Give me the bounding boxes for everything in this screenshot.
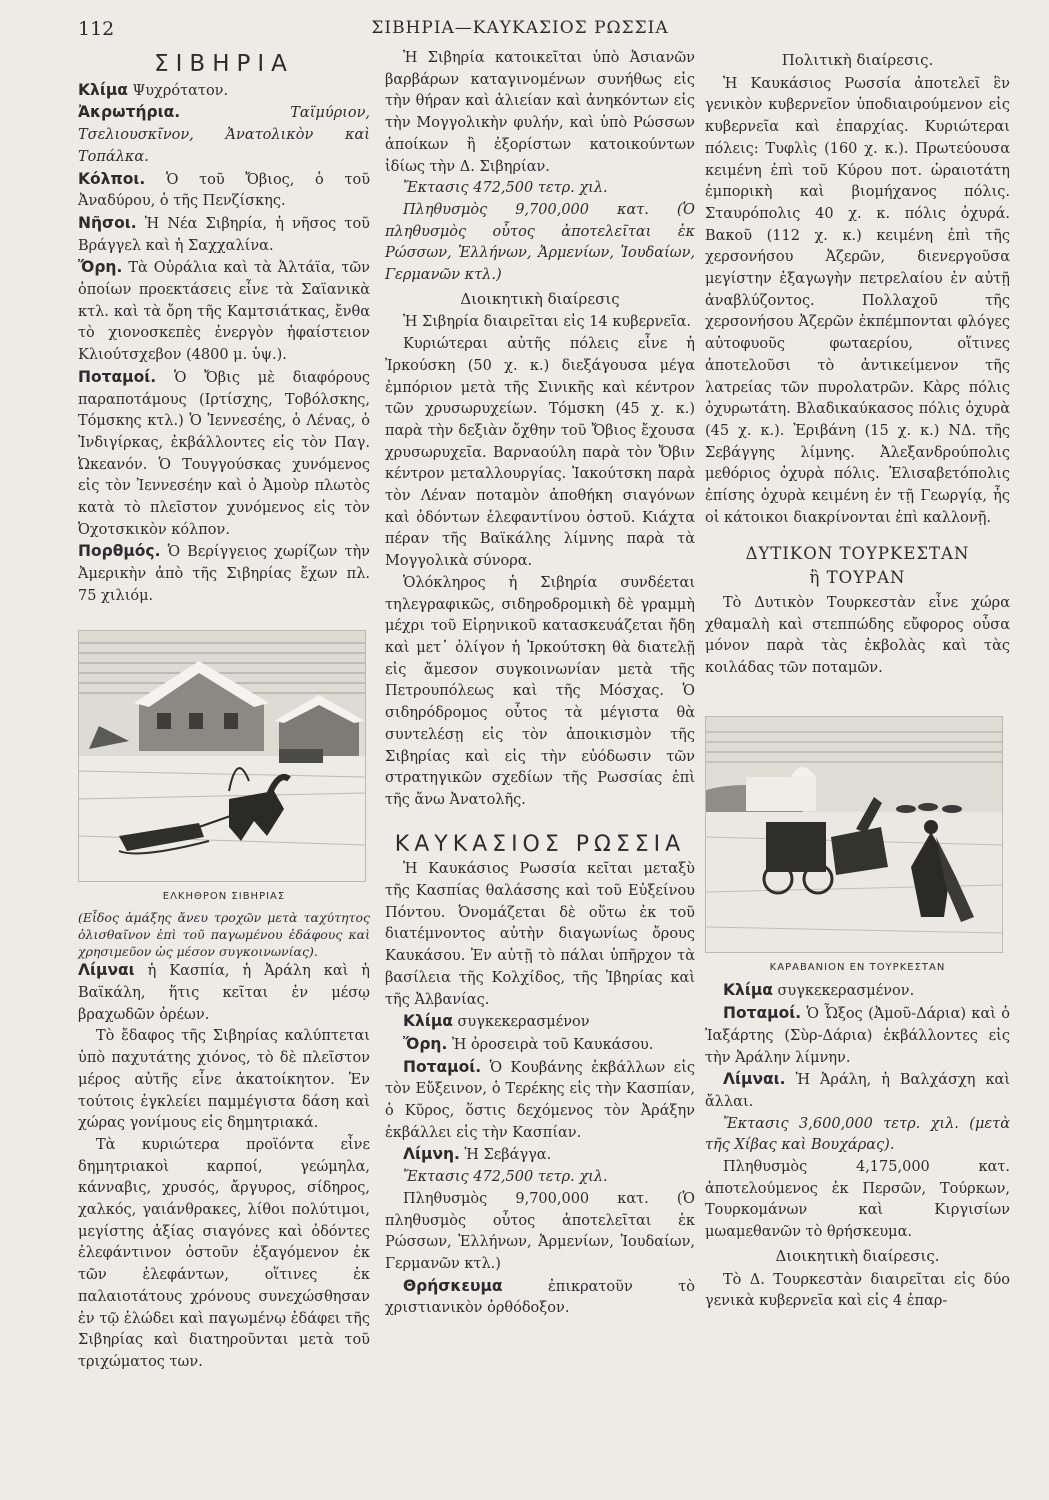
caucasus-limni-label: Λίμνη. bbox=[403, 1145, 460, 1164]
siberia-title: ΣΙΒΗΡΙΑ bbox=[154, 51, 294, 77]
turkestan-limnai-text: Ἡ Ἀράλη, ἡ Βαλχάσχη καὶ ἄλλαι. bbox=[705, 1072, 1011, 1110]
caucasus-ori bbox=[385, 1034, 695, 1057]
caucasus-religion bbox=[385, 1276, 695, 1320]
paragraph-soil: Τὸ ἔδαφος τῆς Σιβηρίας καλύπτεται ὑπὸ παχυτάτης χιόνος, τὸ δὲ πλεῖστον μέρος αὐτῆς εἶνε ἀκατοίκητον. Ἐν τούτοις ἐγκλείει παμμέγιστα δάση καὶ χώρας γονίμους εἰς δημητριακά. bbox=[78, 1028, 370, 1132]
turkestan-intro: Τὸ Δυτικὸν Τουρκεστὰν εἶνε χώρα χθαμαλὴ καὶ στεππώδης εὔφορος οὖσα μόνον παρὰ τὰς ἐκβολὰς καὶ τὰς κοιλάδας τῶν ποταμῶν. bbox=[705, 594, 1010, 676]
paragraph-caucasus: Ἡ Καυκάσιος Ρωσσία κεῖται μεταξὺ τῆς Κασπίας θαλάσσης καὶ τοῦ Εὐξείνου Πόντου. Ὀνομάζεται δὲ οὕτω ἐκ τοῦ διατέμνοντος αὐτὴν διαγωνίως ὄρους Καυκάσου. Ἐν αὐτῇ τὸ πάλαι ὑπῆρχον τὰ βασίλεια τῆς Κολχίδος, τῆς Ἰβηρίας καὶ τῆς Ἀλβανίας. bbox=[385, 861, 695, 1008]
turkestan-potamoi-label: Ποταμοί. bbox=[723, 1004, 802, 1023]
kolpoi-text: Ὁ τοῦ Ὄβιος, ὁ τοῦ Ἀναδύρου, ὁ τῆς Πενζίσκης. bbox=[78, 171, 371, 210]
caucasus-title: ΚΑΥΚΑΣΙΟΣ ΡΩΣΣΙΑ bbox=[394, 831, 686, 857]
paragraph-railway: Ὁλόκληρος ἡ Σιβηρία συνδέεται τηλεγραφικῶς, σιδηροδρομικὴ δὲ γραμμὴ μέχρι τοῦ Εἰρηνικοῦ κατασκευάζεται ἤδη καὶ μετ᾽ ὀλίγον ἡ Ἰρκούτσκη θὰ διατελῇ εἰς ἄμεσον συγκοινωνίαν μετὰ τῆς Πετρουπόλεως καὶ τῆς Μόσχας. Ὁ σιδηρόδρομος οὗτος τὰ μέγιστα θὰ συντελέσῃ εἰς τὸν ἀποικισμὸν τῆς Σιβηρίας καὶ εἰς τὴν εὐόδωσιν τῶν στρατηγικῶν σχεδίων τῆς Ρωσσίας ἐπὶ τῆς ἄνω Ἀνατολῆς. bbox=[385, 574, 695, 808]
turkestan-klima-text: συγκεκερασμένον. bbox=[777, 983, 915, 1000]
running-title: ΣΙΒΗΡΙΑ—ΚΑΥΚΑΣΙΟΣ ΡΩΣΣΙΑ bbox=[371, 18, 669, 38]
sleigh-engraving bbox=[78, 630, 366, 882]
turkestan-limnai-label: Λίμναι. bbox=[723, 1070, 786, 1089]
caucasus-religion-label: Θρήσκευμα bbox=[403, 1276, 503, 1295]
page-number: 112 bbox=[78, 18, 115, 40]
klima-text: Ψυχρότατον. bbox=[132, 82, 229, 99]
kolpoi-label: Κόλποι. bbox=[78, 169, 146, 188]
caucasus-potamoi-text: Ὁ Κουβάνης ἐκβάλλων εἰς τὸν Εὔξεινον, ὁ Τερέκης εἰς τὴν Κασπίαν, ὁ Κῦρος, ὅστις δεχόμενος τὸν Ἀράξην ἐκβάλλει εἰς τὴν Κασπίαν. bbox=[385, 1059, 695, 1141]
sleigh-caption: ΕΛΚΗΘΡΟΝ ΣΙΒΗΡΙΑΣ bbox=[162, 890, 286, 902]
ori-text: Τὰ Οὐράλια καὶ τὰ Ἀλτάϊα, τῶν ὁποίων προεκτάσεις εἶνε τὰ Σαϊανικὰ κτλ. καὶ τὰ ὄρη τῆς Καμτσιάτκας, ἔνθα τὸ χιονοσκεπὲς ἐνεργὸν ἡφαίστειον Κλιούτσχεβον (4800 μ. ὑψ.). bbox=[78, 260, 371, 364]
limnai-text: ἡ Κασπία, ἡ Ἀράλη καὶ ἡ Βαϊκάλη, ἥτις κεῖται ἐν μέσῳ βραχωδῶν ὀρέων. bbox=[78, 963, 370, 1023]
turkestan-klima bbox=[705, 980, 1010, 1003]
akrotiria-label: Ἀκρωτήρια. bbox=[78, 103, 181, 122]
caucasus-ori-label: Ὄρη. bbox=[403, 1034, 448, 1053]
paragraph-inhabitants: Ἡ Σιβηρία κατοικεῖται ὑπὸ Ἀσιανῶν βαρβάρων καταγινομένων συνήθως εἰς τὴν θήραν καὶ ἁλιείαν καὶ ἀνηκόντων εἰς τὴν Μογγολικὴν φυλήν, καὶ ὑπὸ Ρώσσων ἀποίκων ἢ ἐξορίστων κατοικούντων ἰδίως τὴν Δ. Σιβηρίαν. bbox=[385, 50, 695, 175]
turkestan-title-line1: ΔΥΤΙΚΟΝ ΤΟΥΡΚΕΣΤΑΝ bbox=[745, 544, 970, 564]
ori-label: Ὄρη. bbox=[78, 258, 123, 277]
turkestan-area: Ἔκτασις 3,600,000 τετρ. χιλ. (μετὰ τῆς Χίβας καὶ Βουχάρας). bbox=[705, 1115, 1010, 1154]
entry-akrotiria bbox=[78, 102, 370, 168]
caucasus-klima-label: Κλίμα bbox=[403, 1012, 453, 1031]
entry-nisoi bbox=[78, 213, 370, 257]
caucasus-area: Ἔκτασις 472,500 τετρ. χιλ. bbox=[403, 1169, 608, 1186]
akrotiria-text: Ταϊμύριον, Τσελιουσκῖνον, Ἀνατολικὸν καὶ Τοπάλκα. bbox=[78, 105, 370, 165]
caravan-engraving bbox=[705, 716, 1003, 953]
caucasus-potamoi bbox=[385, 1057, 695, 1145]
sleigh-note: (Εἶδος ἁμάξης ἄνευ τροχῶν μετὰ ταχύτητος ὀλισθαῖνον ἐπὶ τοῦ παγωμένου ἐδάφους καὶ χρησιμεῦον ὡς μέσον συγκοινωνίας). bbox=[78, 910, 370, 960]
caucasus-ori-text: Ἡ ὀροσειρὰ τοῦ Καυκάσου. bbox=[451, 1036, 654, 1053]
column-1 bbox=[78, 48, 370, 1374]
entry-ori bbox=[78, 257, 370, 367]
caucasus-klima bbox=[385, 1011, 695, 1034]
turkestan-limnai bbox=[705, 1069, 1010, 1113]
political-division-text: Ἡ Καυκάσιος Ρωσσία ἀποτελεῖ ἓν γενικὸν κυβερνεῖον ὑποδιαιρούμενον εἰς κυβερνεῖα καὶ ἐπαρχίας. Κυριώτεραι πόλεις: Τυφλὶς (160 χ. κ.). Πρωτεύουσα κειμένη ἐπὶ τοῦ Κύρου ποτ. ὡραιοτάτη ἐμπορικὴ καὶ βιομήχανος πόλις. Σταυρόπολις 40 χ. κ. πόλις ὀχυρά. Βακοῦ (112 χ. κ.) κειμένη ἐπὶ τῆς χερσονήσου Ἀζερῶν, διενεργοῦσα μεγίστην ἐξαγωγὴν πετρελαίου ἐν αὐτῇ ἀναβλύζοντος. Πολλαχοῦ τῆς χερσονήσου Ἀζερῶν ἐκπέμπονται φλόγες αὐτοφυοῦς φωταερίου, οἵτινες ἀποτελοῦσι τὸ ἀντικείμενον τῆς λατρείας τῶν πυρολατρῶν. Κὰρς πόλις ὀχυρωτάτη. Βλαδικαύκασος πόλις ὀχυρὰ (45 χ. κ.). Ἐριβάνη (15 χ. κ.) ΝΔ. τῆς Σεβάγγης λίμνης. Ἀλεξανδρούπολις μεθόριος ὀχυρὰ πόλις. Ἐλισαβετόπολις ἐπίσης ὀχυρὰ κειμένη ἐν τῇ Γεωργίᾳ, ἧς οἱ κάτοικοι διακρίνονται ἐπὶ καλλονῇ. bbox=[705, 75, 1010, 526]
porthmos-text: Ὁ Βερίγγειος χωρίζων τὴν Ἀμερικὴν ἀπὸ τῆς Σιβηρίας ἔχων πλ. 75 χιλιόμ. bbox=[78, 544, 370, 604]
political-division-title: Πολιτικὴ διαίρεσις. bbox=[781, 51, 934, 69]
siberia-admin-title: Διοικητικὴ διαίρεσις bbox=[460, 289, 620, 308]
siberia-area: Ἔκτασις 472,500 τετρ. χιλ. bbox=[403, 180, 608, 197]
caravan-illustration-icon bbox=[706, 717, 1002, 952]
nisoi-text: Ἡ Νέα Σιβηρία, ἡ νῆσος τοῦ Βράγγελ καὶ ἡ Σαχχαλίνα. bbox=[78, 215, 370, 254]
entry-porthmos bbox=[78, 541, 370, 607]
column-2 bbox=[385, 48, 695, 1320]
potamoi-text: Ὁ Ὄβις μὲ διαφόρους παραποτάμους (Ιρτίσχης, Τοβόλσκης, Τόμσκης κτλ.) Ὁ Ἰεννεσέης, ὁ Λένας, ὁ Ἰνδιγίρκας, ἐκβάλλοντες εἰς τὸν Παγ. Ὠκεανόν. Ὁ Τουγγούσκας χυνόμενος εἰς τὸν Ἰεννεσέην καὶ ὁ Ἀμοὺρ πλωτὸς κατὰ τὸ πλεῖστον χυνόμενος εἰς τὸν Ὀχοτσκικὸν κόλπον. bbox=[78, 369, 370, 538]
turkestan-potamoi-text: Ὁ Ὦξος (Ἀμοῦ-Δάρια) καὶ ὁ Ἰαξάρτης (Σὺρ-Δάρια) ἐκβάλλοντες εἰς τὴν Ἀράλην λίμνην. bbox=[705, 1006, 1011, 1066]
porthmos-label: Πορθμός. bbox=[78, 542, 161, 561]
klima-label: Κλίμα bbox=[78, 80, 128, 99]
turkestan-admin-text: Τὸ Δ. Τουρκεστὰν διαιρεῖται εἰς δύο γενικὰ κυβερνεῖα καὶ εἰς 4 ἐπαρ- bbox=[705, 1271, 1010, 1310]
caucasus-potamoi-label: Ποταμοί. bbox=[403, 1057, 482, 1076]
column-3 bbox=[705, 48, 1010, 1313]
nisoi-label: Νῆσοι. bbox=[78, 213, 137, 232]
caucasus-limni bbox=[385, 1144, 695, 1167]
turkestan-klima-label: Κλίμα bbox=[723, 981, 773, 1000]
entry-potamoi bbox=[78, 367, 370, 542]
caucasus-klima-text: συγκεκερασμένον bbox=[457, 1014, 590, 1031]
entry-kolpoi bbox=[78, 169, 370, 213]
turkestan-potamoi bbox=[705, 1003, 1010, 1069]
potamoi-label: Ποταμοί. bbox=[78, 367, 157, 386]
caucasus-religion-text: ἐπικρατοῦν τὸ χριστιανικὸν ὀρθόδοξον. bbox=[385, 1278, 695, 1317]
limnai-label: Λίμναι bbox=[78, 961, 135, 980]
caucasus-population: Πληθυσμὸς 9,700,000 κατ. (Ὁ πληθυσμὸς οὗτος ἀποτελεῖται ἐκ Ρώσσων, Ἑλλήνων, Ἀρμενίων, Ἰουδαίων, Γερμανῶν κτλ.) bbox=[385, 1190, 695, 1272]
turkestan-title-line2: ἢ ΤΟΥΡΑΝ bbox=[809, 568, 906, 588]
sleigh-illustration-icon bbox=[79, 631, 365, 881]
siberia-cities: Κυριώτεραι αὐτῆς πόλεις εἶνε ἡ Ἰρκούσκη (50 χ. κ.) διεξάγουσα μέγα ἐμπόριον μετὰ τῆς Σινικῆς καὶ κέντρον τῶν χρυσωρυχείων. Τόμσκη (45 χ. κ.) παρὰ τὴν δεξιὰν ὄχθην τοῦ Ὄβιος ἔχουσα χρυσωρυχεῖα. Βαρναούλη παρὰ τὸν Ὄβιν κέντρον μεταλλουργίας. Ἰακούτσκη παρὰ τὸν Λέναν ποταμὸν ἀποθήκη σιαγόνων καὶ ὀδόντων ἐλεφαντίνου ὀστοῦ. Κιάχτα πέραν τῆς Βαϊκάλης λίμνης παρὰ τὰ Μογγολικὰ σύνορα. bbox=[385, 336, 695, 570]
siberia-admin-text: Ἡ Σιβηρία διαιρεῖται εἰς 14 κυβερνεῖα. bbox=[403, 314, 692, 331]
caucasus-limni-text: Ἡ Σεβάγγα. bbox=[464, 1147, 552, 1164]
paragraph-products: Τὰ κυριώτερα προϊόντα εἶνε δημητριακοὶ καρποί, γεώμηλα, κάνναβις, χρυσός, ἄργυρος, σίδηρος, χαλκός, γαιάνθρακες, λίθοι πολύτιμοι, μεγίστης ἀξίας σιαγόνες καὶ ὀδόντες ἐλεφάντινον ὀστοῦν ἐξαγόμενον ἐκ τῶν ἐλεφάντων, οἵτινες ἐκ παλαιοτάτους χρόνους συνεχώσθησαν ἐν τῷ ἑλώδει καὶ παγωμένῳ ἐδάφει τῆς Σιβηρίας καὶ διατηροῦνται μετὰ τοῦ τριχώματος των. bbox=[78, 1136, 370, 1370]
turkestan-population: Πληθυσμὸς 4,175,000 κατ. ἀποτελούμενος ἐκ Περσῶν, Τούρκων, Τουρκομάνων καὶ Κιργισίων μωαμεθανῶν τὸ θρήσκευμα. bbox=[705, 1159, 1010, 1241]
caravan-caption: ΚΑΡΑΒΑΝΙΟΝ ΕΝ ΤΟΥΡΚΕΣΤΑΝ bbox=[769, 961, 946, 973]
siberia-population: Πληθυσμὸς 9,700,000 κατ. (Ὁ πληθυσμὸς οὗτος ἀποτελεῖται ἐκ Ρώσσων, Ἑλλήνων, Ἀρμενίων, Ἰουδαίων, Γερμανῶν κτλ.) bbox=[385, 201, 695, 284]
entry-klima bbox=[78, 80, 370, 103]
turkestan-admin-title: Διοικητικὴ διαίρεσις. bbox=[775, 1246, 940, 1265]
entry-limnai bbox=[78, 960, 370, 1026]
